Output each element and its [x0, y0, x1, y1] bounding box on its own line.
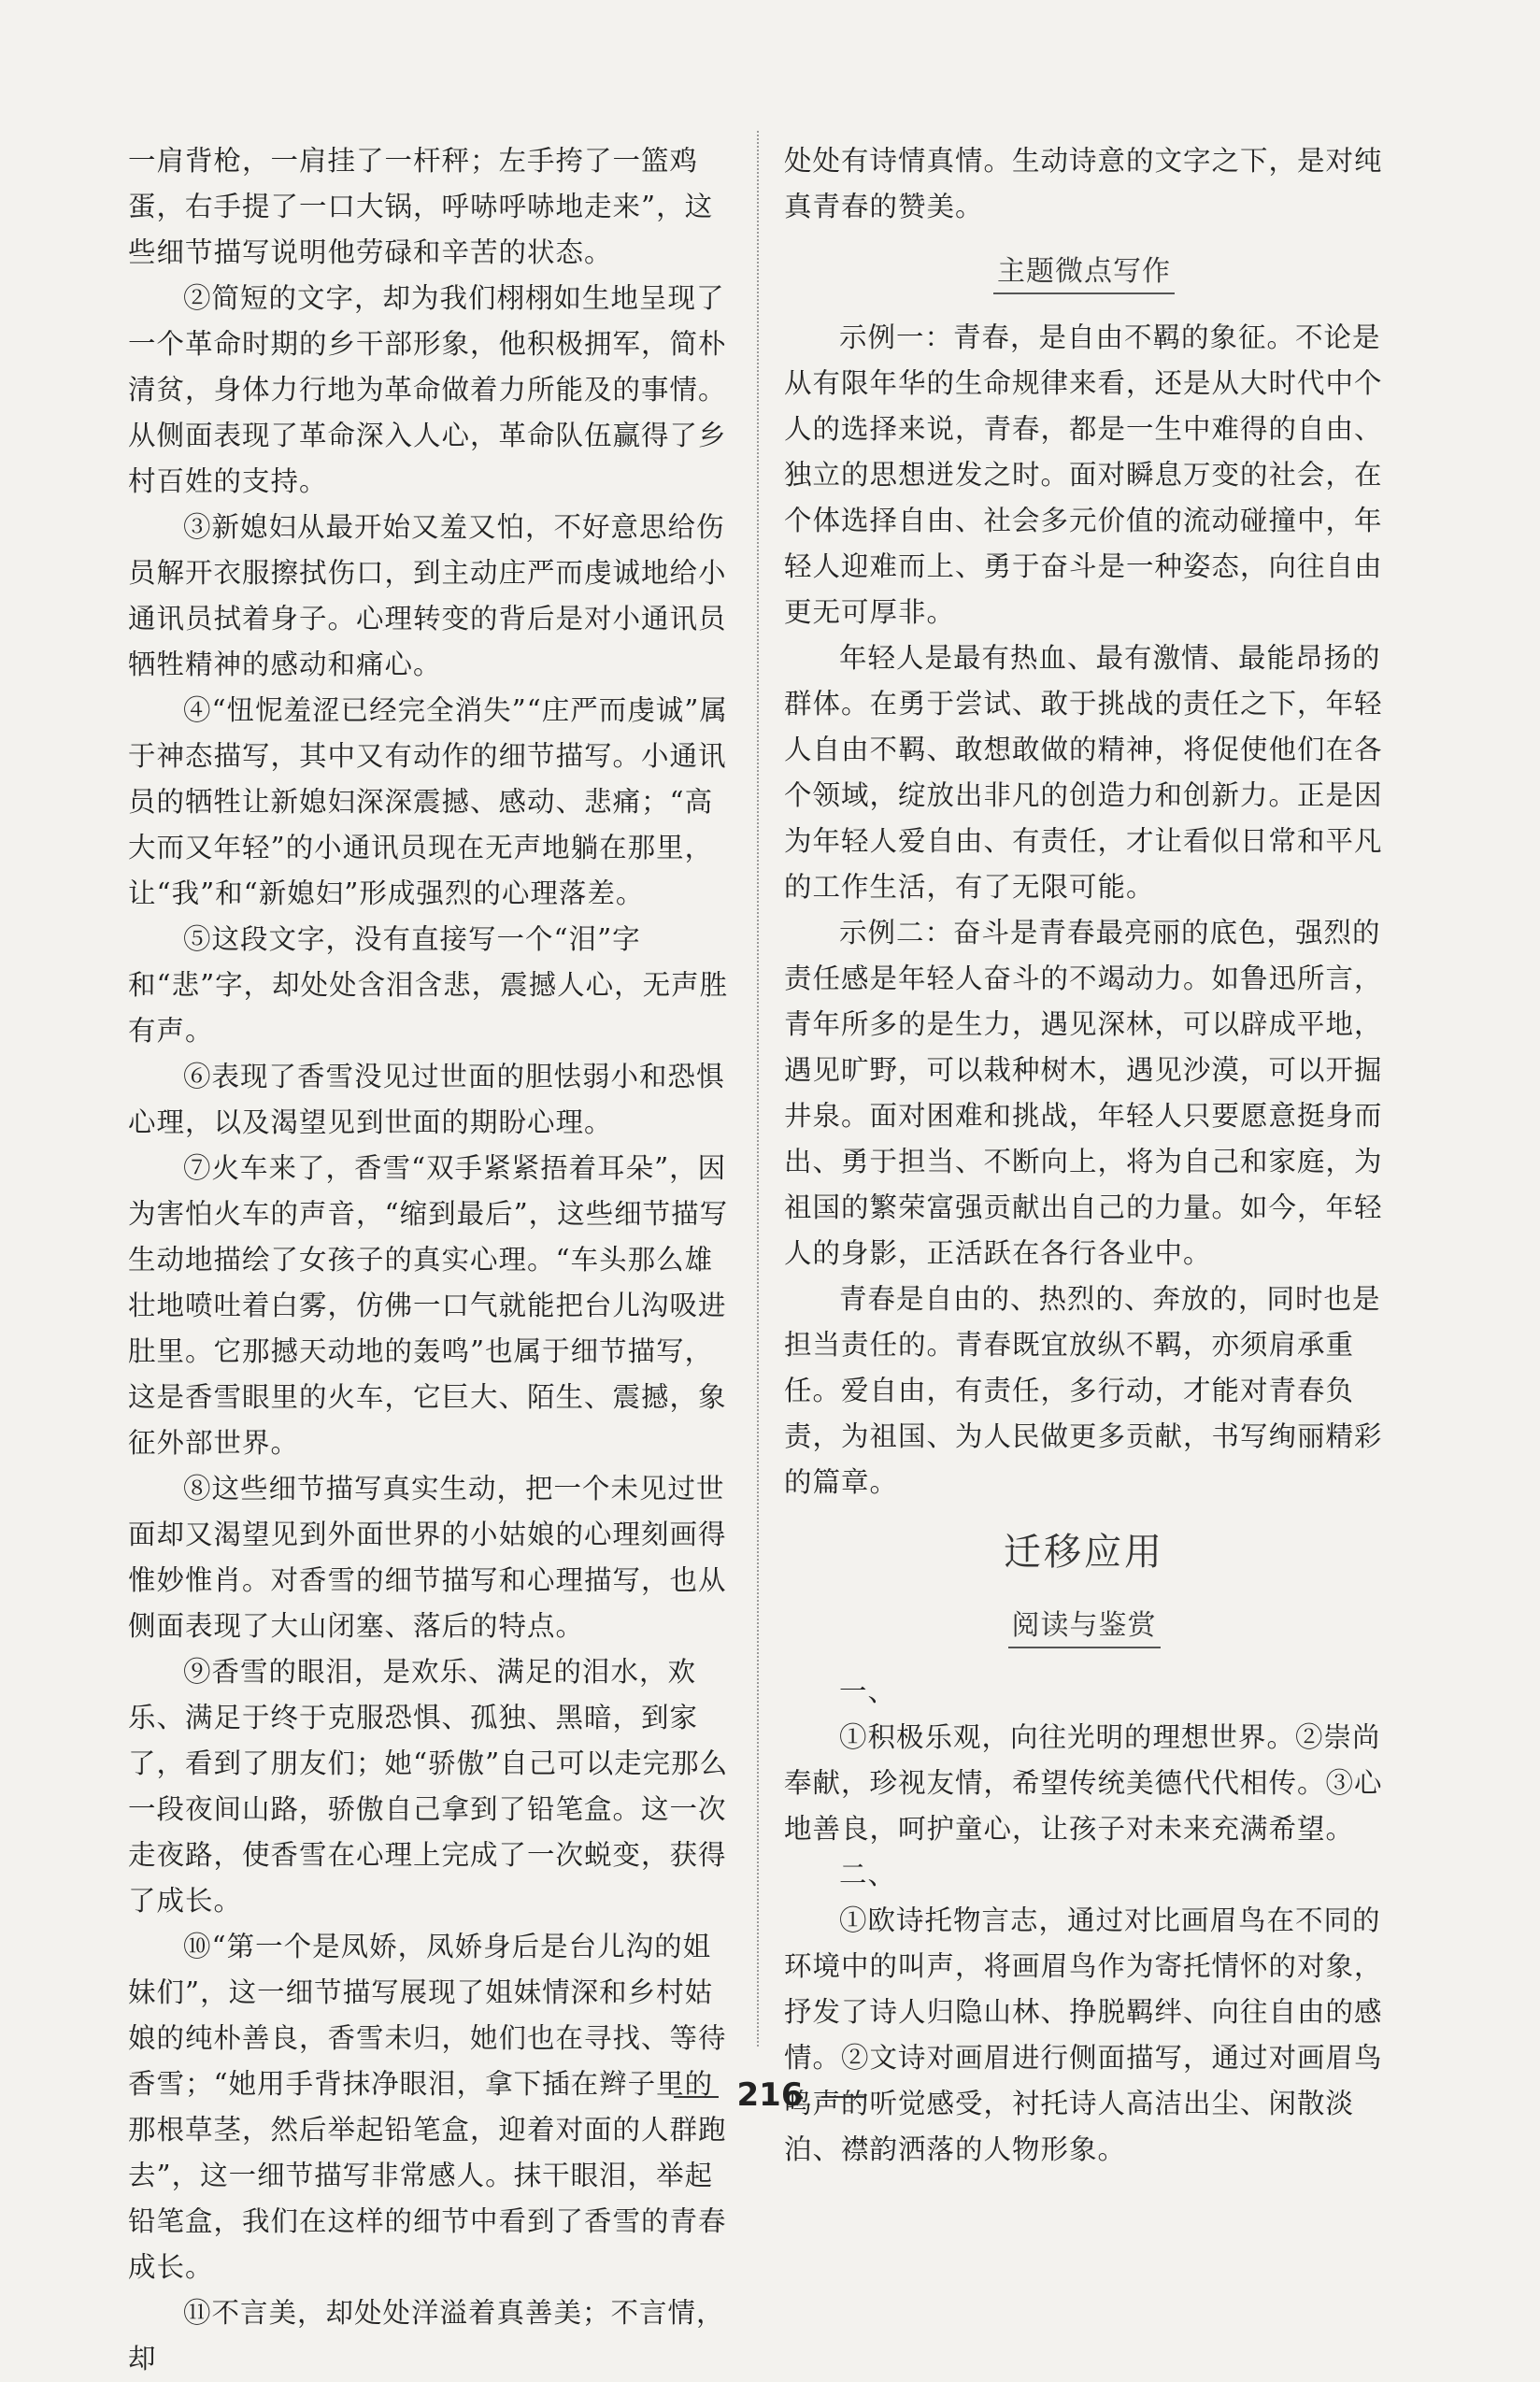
- paragraph: ①积极乐观，向往光明的理想世界。②崇尚奉献，珍视友情，希望传统美德代代相传。③心地善良，呵护童心，让孩子对未来充满希望。: [784, 1721, 1383, 1845]
- right-column: [784, 138, 1384, 2173]
- paragraph: 处处有诗情真情。生动诗意的文字之下，是对纯真青春的赞美。: [784, 145, 1383, 222]
- paragraph: ⑨香雪的眼泪，是欢乐、满足的泪水，欢乐、满足于终于克服恐惧、孤独、黑暗，到家了，看到了朋友们；她“骄傲”自己可以走完那么一段夜间山路，骄傲自己拿到了铅笔盒。这一次走夜路，使香雪在心理上完成了一次蜕变，获得了成长。: [128, 1656, 729, 1917]
- section-heading-theme-writing: 主题微点写作: [784, 249, 1384, 294]
- section-heading-reading-appreciation: 阅读与鉴赏: [784, 1603, 1384, 1648]
- paragraph: ⑧这些细节描写真实生动，把一个未见过世面却又渴望见到外面世界的小姑娘的心理刻画得惟妙惟肖。对香雪的细节描写和心理描写，也从侧面表现了大山闭塞、落后的特点。: [128, 1473, 727, 1642]
- paragraph: ⑤这段文字，没有直接写一个“泪”字和“悲”字，却处处含泪含悲，震撼人心，无声胜有声。: [128, 923, 729, 1047]
- paragraph: ⑩“第一个是凤娇，凤娇身后是台儿沟的姐妹们”，这一细节描写展现了姐妹情深和乡村姑娘的纯朴善良，香雪未归，她们也在寻找、等待香雪；“她用手背抹净眼泪，拿下插在辫子里的那根草茎，然后举起铅笔盒，迎着对面的人群跑去”，这一细节描写非常感人。抹干眼泪，举起铅笔盒，我们在这样的细节中看到了香雪的青春成长。: [128, 1931, 727, 2283]
- paragraph: ⑥表现了香雪没见过世面的胆怯弱小和恐惧心理，以及渴望见到世面的期盼心理。: [128, 1061, 725, 1138]
- paragraph: 一、: [839, 1676, 897, 1707]
- dash-left: [674, 2096, 719, 2098]
- dash-right: [821, 2096, 866, 2098]
- paragraph: ③新媳妇从最开始又羞又怕，不好意思给伤员解开衣服擦拭伤口，到主动庄严而虔诚地给小通讯员拭着身子。心理转变的背后是对小通讯员牺牲精神的感动和痛心。: [128, 511, 727, 680]
- paragraph: 示例一：青春，是自由不羁的象征。不论是从有限年华的生命规律来看，还是从大时代中个人的选择来说，青春，都是一生中难得的自由、独立的思想迸发之时。面对瞬息万变的社会，在个体选择自由、社会多元价值的流动碰撞中，年轻人迎难而上、勇于奋斗是一种姿态，向往自由更无可厚非。: [784, 321, 1383, 628]
- paragraph: ⑦火车来了，香雪“双手紧紧捂着耳朵”，因为害怕火车的声音，“缩到最后”，这些细节描写生动地描绘了女孩子的真实心理。“车头那么雄壮地喷吐着白雾，仿佛一口气就能把台儿沟吸进肚里。它那撼天动地的轰鸣”也属于细节描写，这是香雪眼里的火车，它巨大、陌生、震撼，象征外部世界。: [128, 1152, 729, 1459]
- page-number: 216: [0, 2076, 1540, 2114]
- section-heading-transfer-application: 迁移应用: [1004, 1531, 1164, 1574]
- paragraph: 青春是自由的、热烈的、奔放的，同时也是担当责任的。青春既宜放纵不羁，亦须肩承重任。爱自由，有责任，多行动，才能对青春负责，为祖国、为人民做更多贡献，书写绚丽精彩的篇章。: [784, 1283, 1383, 1498]
- paragraph: ⑪不言美，却处处洋溢着真善美；不言情，却: [128, 2297, 725, 2375]
- paragraph: 二、: [839, 1859, 897, 1890]
- paragraph: ②简短的文字，却为我们栩栩如生地呈现了一个革命时期的乡干部形象，他积极拥军，简朴清贫，身体力行地为革命做着力所能及的事情。从侧面表现了革命深入人心，革命队伍赢得了乡村百姓的支持。: [128, 282, 727, 497]
- paragraph: 年轻人是最有热血、最有激情、最能昂扬的群体。在勇于尝试、敢于挑战的责任之下，年轻人自由不羁、敢想敢做的精神，将促使他们在各个领域，绽放出非凡的创造力和创新力。正是因为年轻人爱自由、有责任，才让看似日常和平凡的工作生活，有了无限可能。: [784, 642, 1383, 903]
- paragraph: ④“忸怩羞涩已经完全消失”“庄严而虔诚”属于神态描写，其中又有动作的细节描写。小通讯员的牺牲让新媳妇深深震撼、感动、悲痛；“高大而又年轻”的小通讯员现在无声地躺在那里，让“我”和“新媳妇”形成强烈的心理落差。: [128, 694, 728, 909]
- paragraph: 一肩背枪，一肩挂了一杆秤；左手挎了一篮鸡蛋，右手提了一口大锅，呼哧呼哧地走来”，这些细节描写说明他劳碌和辛苦的状态。: [128, 145, 714, 268]
- column-divider: [757, 131, 759, 2047]
- paragraph: ①欧诗托物言志，通过对比画眉鸟在不同的环境中的叫声，将画眉鸟作为寄托情怀的对象，抒发了诗人归隐山林、挣脱羁绊、向往自由的感情。②文诗对画眉进行侧面描写，通过对画眉鸟鸣声的听觉感受，衬托诗人高洁出尘、闲散淡泊、襟韵洒落的人物形象。: [784, 1904, 1383, 2165]
- paragraph: 示例二：奋斗是青春最亮丽的底色，强烈的责任感是年轻人奋斗的不竭动力。如鲁迅所言，青年所多的是生力，遇见深林，可以辟成平地，遇见旷野，可以栽种树木，遇见沙漠，可以开掘井泉。面对困难和挑战，年轻人只要愿意挺身而出、勇于担当、不断向上，将为自己和家庭，为祖国的繁荣富强贡献出自己的力量。如今，年轻人的身影，正活跃在各行各业中。: [784, 917, 1383, 1269]
- left-column: [128, 138, 734, 2382]
